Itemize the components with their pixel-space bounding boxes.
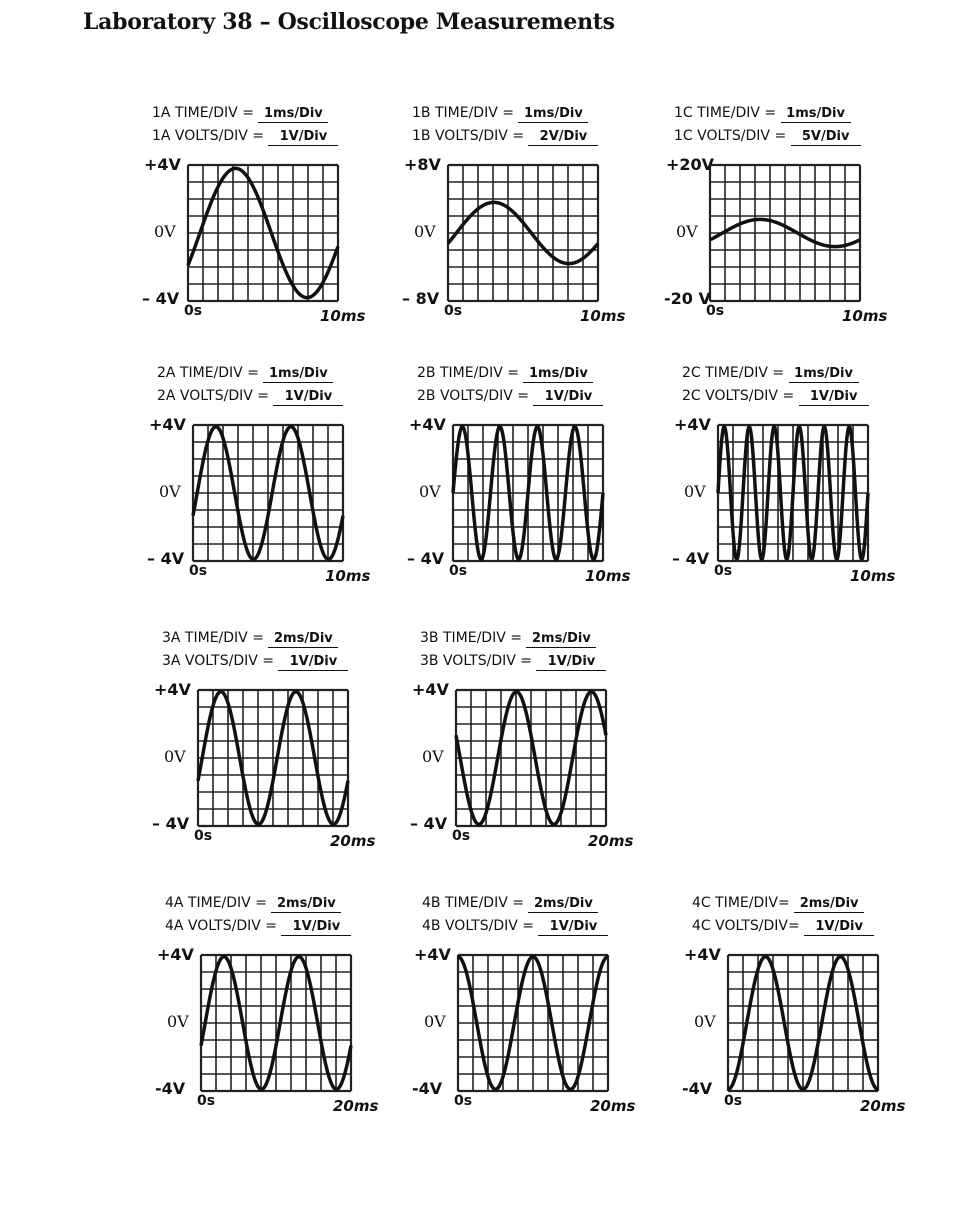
scope-grid (186, 163, 340, 303)
volts-div-value: 1V/Div (804, 918, 874, 936)
y-max-label: +4V (684, 945, 721, 964)
y-min-label: -4V (412, 1079, 443, 1098)
y-max-label: +20V (666, 155, 715, 174)
volts-div-label: 3A VOLTS/DIV = (162, 653, 274, 669)
x-end-label: 10ms (850, 567, 896, 585)
volts-div-row (162, 650, 348, 673)
y-max-label: +4V (412, 680, 449, 699)
time-div-value: 1ms/Div (789, 365, 859, 383)
volts-div-row (417, 385, 603, 408)
y-min-label: – 4V (410, 814, 448, 833)
time-div-label: 4C TIME/DIV= (692, 895, 790, 911)
volts-div-label: 1C VOLTS/DIV = (674, 128, 787, 144)
volts-div-row (152, 125, 338, 148)
y-zero-label: 0V (419, 482, 441, 501)
scope-grid (191, 423, 345, 563)
time-div-label: 3A TIME/DIV = (162, 630, 264, 646)
y-min-label: -20 V (664, 289, 711, 308)
volts-div-label: 1A VOLTS/DIV = (152, 128, 264, 144)
scope-grid (456, 953, 610, 1093)
scope-panel-4c (682, 890, 930, 1120)
y-max-label: +4V (157, 945, 194, 964)
volts-div-value: 1V/Div (538, 918, 608, 936)
time-div-value: 1ms/Div (781, 105, 851, 123)
volts-div-value: 1V/Div (278, 653, 348, 671)
time-div-value: 1ms/Div (518, 105, 588, 123)
time-div-row (420, 627, 596, 650)
y-min-label: – 4V (147, 549, 185, 568)
x-start-label: 0s (449, 563, 468, 579)
y-max-label: +4V (149, 415, 186, 434)
scope-grid (454, 688, 608, 828)
time-div-row (674, 102, 851, 125)
volts-div-value: 1V/Div (268, 128, 338, 146)
x-end-label: 20ms (588, 832, 634, 850)
y-max-label: +4V (414, 945, 451, 964)
y-max-label: +4V (154, 680, 191, 699)
y-zero-label: 0V (424, 1012, 446, 1031)
time-div-label: 1B TIME/DIV = (412, 105, 514, 121)
scope-panel-1a (142, 100, 390, 330)
volts-div-row (157, 385, 343, 408)
x-start-label: 0s (706, 303, 725, 319)
time-div-row (152, 102, 328, 125)
scope-grid (726, 953, 880, 1093)
volts-div-value: 1V/Div (536, 653, 606, 671)
time-div-label: 1C TIME/DIV = (674, 105, 777, 121)
x-start-label: 0s (197, 1093, 216, 1109)
time-div-value: 1ms/Div (263, 365, 333, 383)
scope-panel-2c (672, 360, 920, 590)
y-zero-label: 0V (159, 482, 181, 501)
y-min-label: – 4V (407, 549, 445, 568)
y-max-label: +4V (144, 155, 181, 174)
x-start-label: 0s (454, 1093, 473, 1109)
volts-div-value: 2V/Div (528, 128, 598, 146)
volts-div-label: 4A VOLTS/DIV = (165, 918, 277, 934)
x-end-label: 10ms (325, 567, 371, 585)
time-div-value: 2ms/Div (794, 895, 864, 913)
y-min-label: – 4V (672, 549, 710, 568)
y-max-label: +8V (404, 155, 441, 174)
volts-div-row (692, 915, 874, 938)
scope-panel-1b (402, 100, 650, 330)
x-start-label: 0s (189, 563, 208, 579)
y-min-label: -4V (155, 1079, 186, 1098)
time-div-row (692, 892, 864, 915)
volts-div-label: 3B VOLTS/DIV = (420, 653, 533, 669)
time-div-value: 2ms/Div (268, 630, 338, 648)
y-zero-label: 0V (694, 1012, 716, 1031)
time-div-label: 2C TIME/DIV = (682, 365, 785, 381)
time-div-row (682, 362, 859, 385)
volts-div-row (674, 125, 861, 148)
y-zero-label: 0V (414, 222, 436, 241)
volts-div-label: 1B VOLTS/DIV = (412, 128, 525, 144)
y-zero-label: 0V (676, 222, 698, 241)
volts-div-label: 2A VOLTS/DIV = (157, 388, 269, 404)
time-div-row (162, 627, 338, 650)
y-zero-label: 0V (422, 747, 444, 766)
y-max-label: +4V (674, 415, 711, 434)
scope-panel-3b (410, 625, 658, 855)
time-div-value: 1ms/Div (258, 105, 328, 123)
x-end-label: 20ms (330, 832, 376, 850)
y-zero-label: 0V (167, 1012, 189, 1031)
x-end-label: 10ms (580, 307, 626, 325)
x-start-label: 0s (194, 828, 213, 844)
volts-div-value: 1V/Div (799, 388, 869, 406)
volts-div-value: 1V/Div (533, 388, 603, 406)
time-div-row (157, 362, 333, 385)
x-end-label: 10ms (842, 307, 888, 325)
x-end-label: 20ms (590, 1097, 636, 1115)
scope-grid (446, 163, 600, 303)
volts-div-row (422, 915, 608, 938)
scope-grid (716, 423, 870, 563)
x-end-label: 10ms (585, 567, 631, 585)
volts-div-row (420, 650, 606, 673)
volts-div-value: 1V/Div (273, 388, 343, 406)
scope-panel-3a (152, 625, 400, 855)
time-div-row (422, 892, 598, 915)
time-div-value: 1ms/Div (523, 365, 593, 383)
volts-div-row (412, 125, 598, 148)
time-div-row (417, 362, 593, 385)
volts-div-row (165, 915, 351, 938)
x-start-label: 0s (452, 828, 471, 844)
x-end-label: 20ms (333, 1097, 379, 1115)
time-div-label: 2B TIME/DIV = (417, 365, 519, 381)
time-div-label: 3B TIME/DIV = (420, 630, 522, 646)
volts-div-value: 5V/Div (791, 128, 861, 146)
x-end-label: 20ms (860, 1097, 906, 1115)
time-div-value: 2ms/Div (528, 895, 598, 913)
scope-panel-4a (155, 890, 403, 1120)
scope-panel-1c (664, 100, 912, 330)
scope-panel-2a (147, 360, 395, 590)
time-div-label: 2A TIME/DIV = (157, 365, 259, 381)
y-min-label: – 8V (402, 289, 440, 308)
y-zero-label: 0V (164, 747, 186, 766)
scope-grid (196, 688, 350, 828)
x-start-label: 0s (184, 303, 203, 319)
scope-panel-2b (407, 360, 655, 590)
time-div-label: 1A TIME/DIV = (152, 105, 254, 121)
x-start-label: 0s (714, 563, 733, 579)
time-div-label: 4A TIME/DIV = (165, 895, 267, 911)
volts-div-row (682, 385, 869, 408)
scope-panel-4b (412, 890, 660, 1120)
y-max-label: +4V (409, 415, 446, 434)
time-div-label: 4B TIME/DIV = (422, 895, 524, 911)
volts-div-label: 2C VOLTS/DIV = (682, 388, 795, 404)
x-start-label: 0s (444, 303, 463, 319)
volts-div-value: 1V/Div (281, 918, 351, 936)
time-div-row (412, 102, 588, 125)
time-div-row (165, 892, 341, 915)
time-div-value: 2ms/Div (271, 895, 341, 913)
y-min-label: – 4V (152, 814, 190, 833)
volts-div-label: 4B VOLTS/DIV = (422, 918, 535, 934)
y-zero-label: 0V (154, 222, 176, 241)
volts-div-label: 4C VOLTS/DIV= (692, 918, 800, 934)
page-title: Laboratory 38 – Oscilloscope Measurements (83, 9, 615, 35)
y-zero-label: 0V (684, 482, 706, 501)
y-min-label: -4V (682, 1079, 713, 1098)
scope-grid (199, 953, 353, 1093)
volts-div-label: 2B VOLTS/DIV = (417, 388, 530, 404)
x-end-label: 10ms (320, 307, 366, 325)
scope-grid (708, 163, 862, 303)
y-min-label: – 4V (142, 289, 180, 308)
x-start-label: 0s (724, 1093, 743, 1109)
time-div-value: 2ms/Div (526, 630, 596, 648)
scope-grid (451, 423, 605, 563)
